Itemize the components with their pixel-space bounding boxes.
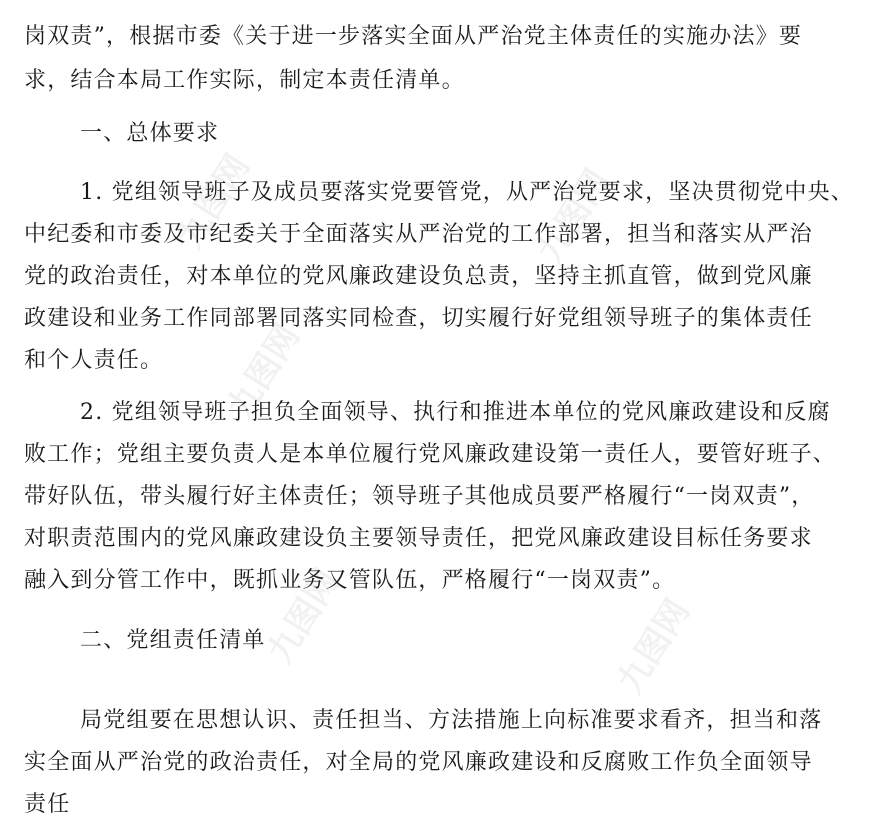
watermark-logo: 九图网 (219, 317, 308, 426)
paragraph-line: 岗双责”，根据市委《关于进一步落实全面从严治党主体责任的实施办法》要 (24, 24, 803, 49)
paragraph-line: 败工作；党组主要负责人是本单位履行党风廉政建设第一责任人，要管好班子、 (24, 442, 837, 467)
paragraph-line: 带好队伍，带头履行好主体责任；领导班子其他成员要严格履行“一岗双责”， (24, 484, 815, 509)
paragraph-line: 融入到分管工作中，既抓业务又管队伍，严格履行“一岗双责”。 (24, 568, 676, 593)
watermark-logo: 九图网 (169, 147, 258, 256)
paragraph-line: 和个人责任。 (24, 348, 164, 373)
paragraph-line: 责任 (24, 792, 71, 817)
paragraph-line: 2. 党组领导班子担负全面领导、执行和推进本单位的党风廉政建设和反腐 (80, 400, 831, 425)
paragraph-line: 求，结合本局工作实际，制定本责任清单。 (24, 68, 465, 93)
watermark-logo: 九图网 (609, 592, 698, 701)
paragraph-line: 实全面从严治党的政治责任，对全局的党风廉政建设和反腐败工作负全面领导 (24, 750, 813, 775)
paragraph-line: 政建设和业务工作同部署同落实同检查，切实履行好党组领导班子的集体责任 (24, 306, 813, 331)
paragraph-line: 局党组要在思想认识、责任担当、方法措施上向标准要求看齐，担当和落 (80, 708, 823, 733)
paragraph-line: 对职责范围内的党风廉政建设负主要领导责任，把党风廉政建设目标任务要求 (24, 526, 813, 551)
paragraph-line: 党的政治责任，对本单位的党风廉政建设负总责，坚持主抓直管，做到党风廉 (24, 264, 813, 289)
section-heading-general-requirements: 一、总体要求 (80, 121, 220, 146)
paragraph-line: 中纪委和市委及市纪委关于全面落实从严治党的工作部署，担当和落实从严治 (24, 222, 813, 247)
paragraph-line: 1. 党组领导班子及成员要落实党要管党，从严治党要求，坚决贯彻党中央、 (80, 180, 854, 205)
watermark-logo: 九图网 (529, 162, 618, 271)
section-heading-party-responsibility-list: 二、党组责任清单 (80, 628, 266, 653)
watermark-logo: 九图网 (259, 562, 348, 671)
